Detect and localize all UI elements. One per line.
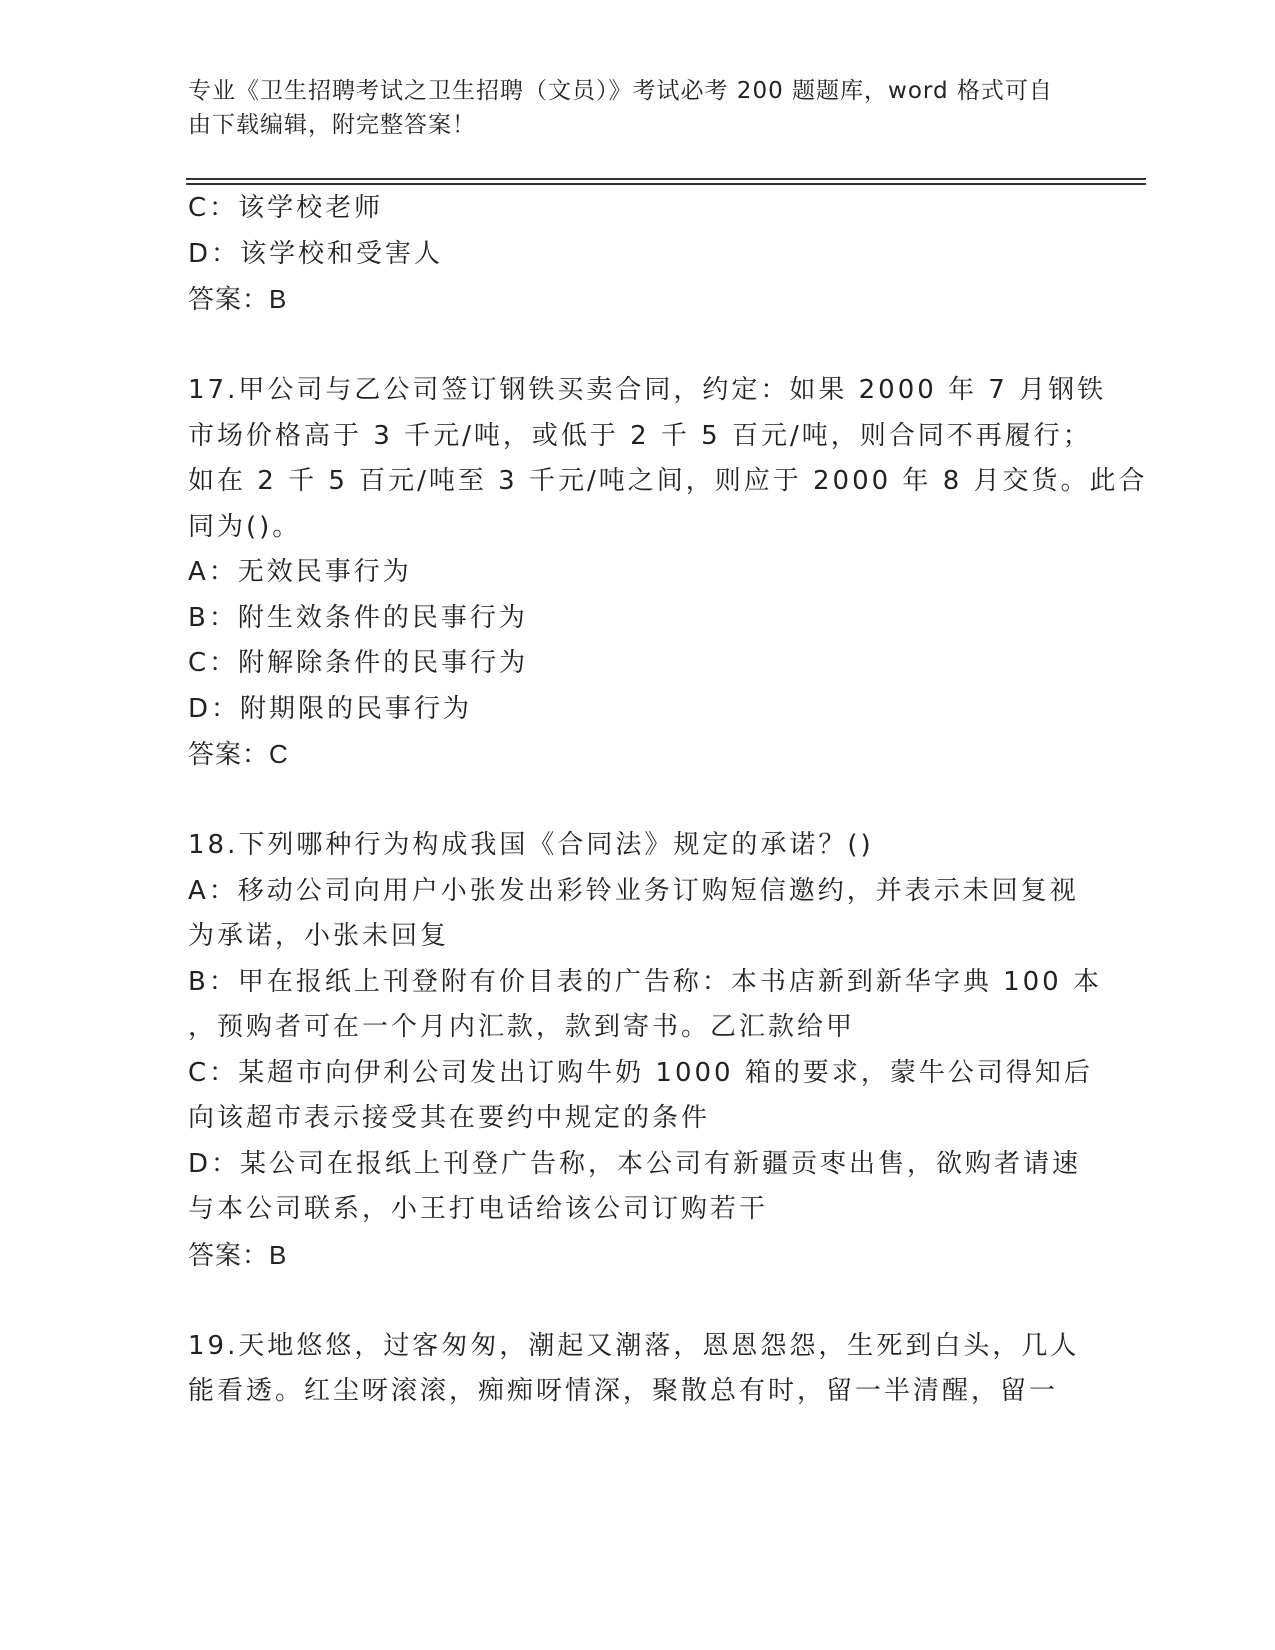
header-line-1: 专业《卫生招聘考试之卫生招聘（文员）》考试必考 200 题题库，word 格式可自 xyxy=(188,78,1053,104)
q17-option-b: B：附生效条件的民事行为 xyxy=(188,602,528,633)
spacer xyxy=(188,1278,1068,1324)
q18-stem: 18.下列哪种行为构成我国《合同法》规定的承诺？() xyxy=(188,830,874,860)
q18-option-c-line-2: 向该超市表示接受其在要约中规定的条件 xyxy=(188,1103,711,1133)
q17-option-c: C：附解除条件的民事行为 xyxy=(188,648,529,678)
header-divider-top xyxy=(186,178,1146,180)
spacer xyxy=(188,778,1068,824)
question-19 xyxy=(188,1324,1080,1415)
q17-option-d: D：附期限的民事行为 xyxy=(188,693,473,724)
q19-stem-line-2: 能看透。红尘呀滚滚，痴痴呀情深，聚散总有时，留一半清醒，留一 xyxy=(188,1376,1059,1406)
question-16-tail xyxy=(188,186,1068,323)
q16-answer: 答案：B xyxy=(188,284,288,314)
q17-stem-line-3: 如在 2 千 5 百元/吨至 3 千元/吨之间，则应于 2000 年 8 月交货。此合 xyxy=(188,466,1148,496)
q18-answer: 答案：B xyxy=(188,1239,288,1270)
q18-option-a-line-2: 为承诺，小张未回复 xyxy=(188,921,450,951)
q16-option-c: C：该学校老师 xyxy=(188,193,384,223)
q18-option-b-line-2: ，预购者可在一个月内汇款，款到寄书。乙汇款给甲 xyxy=(188,1012,856,1042)
spacer xyxy=(188,323,1068,369)
q17-answer: 答案：C xyxy=(188,739,289,769)
q17-stem-line-1: 17.甲公司与乙公司签订钢铁买卖合同，约定：如果 2000 年 7 月钢铁 xyxy=(188,375,1107,405)
q18-option-a-line-1: A：移动公司向用户小张发出彩铃业务订购短信邀约，并表示未回复视 xyxy=(188,875,1079,906)
q17-stem-line-4: 同为()。 xyxy=(188,511,302,542)
question-17 xyxy=(188,368,1148,778)
q16-option-d: D：该学校和受害人 xyxy=(188,238,444,269)
q18-option-d-line-1: D：某公司在报纸上刊登广告称，本公司有新疆贡枣出售，欲购者请速 xyxy=(188,1148,1082,1179)
q18-option-c-line-1: C：某超市向伊利公司发出订购牛奶 1000 箱的要求，蒙牛公司得知后 xyxy=(188,1057,1093,1088)
q19-stem-line-1: 19.天地悠悠，过客匆匆，潮起又潮落，恩恩怨怨，生死到白头，几人 xyxy=(188,1330,1080,1361)
header-divider-bottom xyxy=(186,183,1146,185)
q18-option-b-line-1: B：甲在报纸上刊登附有价目表的广告称：本书店新到新华字典 100 本 xyxy=(188,966,1102,997)
q17-stem-line-2: 市场价格高于 3 千元/吨，或低于 2 千 5 百元/吨，则合同不再履行； xyxy=(188,420,1092,451)
q17-option-a: A：无效民事行为 xyxy=(188,557,412,587)
q18-option-d-line-2: 与本公司联系，小王打电话给该公司订购若干 xyxy=(188,1194,769,1224)
document-header xyxy=(188,74,1068,142)
question-18 xyxy=(188,823,1102,1278)
header-line-2: 由下载编辑，附完整答案！ xyxy=(188,112,476,138)
document-body xyxy=(188,186,1148,1415)
